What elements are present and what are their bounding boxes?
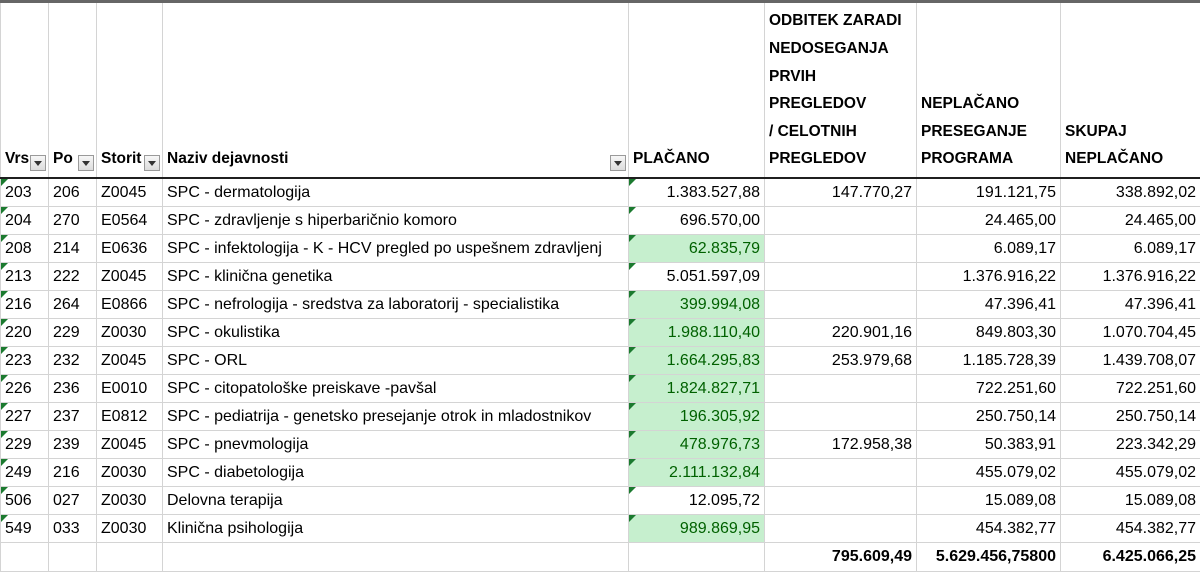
cell-skupaj[interactable]: 24.465,00 [1061,207,1200,235]
cell-po[interactable]: 214 [49,235,97,263]
cell-placano[interactable]: 478.976,73 [629,431,765,459]
cell-preseganje[interactable]: 191.121,75 [917,178,1061,207]
cell-storitev[interactable]: Z0030 [97,515,163,543]
cell-vrsta[interactable]: 220 [1,319,49,347]
table-row [1,263,1200,291]
cell-naziv[interactable]: Klinična psihologija [163,515,629,543]
col-label-po: Po [53,150,73,167]
table-row [1,403,1200,431]
cell-vrsta[interactable]: 249 [1,459,49,487]
cell-vrsta[interactable]: 227 [1,403,49,431]
cell-vrsta[interactable]: 216 [1,291,49,319]
cell-storitev[interactable]: Z0045 [97,431,163,459]
cell-storitev[interactable]: Z0045 [97,178,163,207]
cell-po[interactable]: 033 [49,515,97,543]
col-label-odbitek-line: / CELOTNIH [769,118,912,146]
filter-dropdown-icon[interactable] [610,155,626,171]
col-label-skupaj-line: NEPLAČANO [1065,145,1196,173]
cell-preseganje[interactable]: 250.750,14 [917,403,1061,431]
filter-dropdown-icon[interactable] [144,155,160,171]
cell-odbitek[interactable] [765,263,917,291]
total-cell-placano[interactable] [629,543,765,572]
col-label-skupaj-line: SKUPAJ [1065,118,1196,146]
cell-preseganje[interactable]: 455.079,02 [917,459,1061,487]
cell-skupaj[interactable]: 338.892,02 [1061,178,1200,207]
table-row [1,375,1200,403]
cell-naziv[interactable]: Delovna terapija [163,487,629,515]
total-cell-vrsta[interactable] [1,543,49,572]
col-header-skupaj [1061,1,1200,179]
cell-naziv[interactable]: SPC - dermatologija [163,178,629,207]
total-cell-storitev[interactable] [97,543,163,572]
cell-placano[interactable]: 5.051.597,09 [629,263,765,291]
col-header-naziv [163,1,629,179]
cell-skupaj[interactable]: 1.070.704,45 [1061,319,1200,347]
col-label-odbitek-line: PRVIH PREGLEDOV [769,63,912,118]
table-row [1,207,1200,235]
cell-skupaj[interactable]: 1.439.708,07 [1061,347,1200,375]
cell-odbitek[interactable] [765,291,917,319]
cell-placano[interactable]: 12.095,72 [629,487,765,515]
cell-preseganje[interactable]: 1.185.728,39 [917,347,1061,375]
header-row [1,1,1200,179]
cell-vrsta[interactable]: 223 [1,347,49,375]
total-cell-naziv[interactable] [163,543,629,572]
cell-storitev[interactable]: E0812 [97,403,163,431]
col-header-vrsta [1,1,49,179]
col-label-odbitek-line: NEDOSEGANJA [769,35,912,63]
table-row [1,515,1200,543]
cell-odbitek[interactable] [765,207,917,235]
col-header-storitev [97,1,163,179]
cell-naziv[interactable]: SPC - zdravljenje s hiperbaričnio komoro [163,207,629,235]
cell-preseganje[interactable]: 24.465,00 [917,207,1061,235]
col-label-placano: PLAČANO [633,150,710,167]
table-row [1,291,1200,319]
cell-vrsta[interactable]: 226 [1,375,49,403]
cell-odbitek[interactable] [765,487,917,515]
table-body [1,178,1200,572]
cell-preseganje[interactable]: 454.382,77 [917,515,1061,543]
cell-storitev[interactable]: E0010 [97,375,163,403]
cell-vrsta[interactable]: 549 [1,515,49,543]
cell-skupaj[interactable]: 15.089,08 [1061,487,1200,515]
cell-placano[interactable]: 2.111.132,84 [629,459,765,487]
cell-placano[interactable]: 1.988.110,40 [629,319,765,347]
cell-odbitek[interactable]: 147.770,27 [765,178,917,207]
cell-po[interactable]: 270 [49,207,97,235]
cell-storitev[interactable]: E0564 [97,207,163,235]
cell-placano[interactable]: 1.664.295,83 [629,347,765,375]
cell-preseganje[interactable]: 47.396,41 [917,291,1061,319]
table-row [1,178,1200,207]
col-label-vrsta: Vrs [5,150,29,167]
cell-odbitek[interactable]: 220.901,16 [765,319,917,347]
cell-vrsta[interactable]: 204 [1,207,49,235]
cell-placano[interactable]: 399.994,08 [629,291,765,319]
col-header-placano [629,1,765,179]
cell-placano[interactable]: 1.383.527,88 [629,178,765,207]
col-label-odbitek-line: ODBITEK ZARADI [769,7,912,35]
total-cell-odbitek[interactable]: 795.609,49 [765,543,917,572]
cell-po[interactable]: 264 [49,291,97,319]
cell-naziv[interactable]: SPC - citopatološke preiskave -pavšal [163,375,629,403]
cell-vrsta[interactable]: 203 [1,178,49,207]
cell-odbitek[interactable] [765,375,917,403]
col-label-odbitek-line: PREGLEDOV [769,145,912,173]
cell-skupaj[interactable]: 223.342,29 [1061,431,1200,459]
col-label-preseganje-line: PROGRAMA [921,145,1056,173]
cell-odbitek[interactable]: 253.979,68 [765,347,917,375]
cell-naziv[interactable]: SPC - infektologija - K - HCV pregled po uspešnem zdravljenj [163,235,629,263]
cell-vrsta[interactable]: 506 [1,487,49,515]
cell-skupaj[interactable]: 47.396,41 [1061,291,1200,319]
col-header-odbitek [765,1,917,179]
total-cell-skupaj[interactable]: 6.425.066,25 [1061,543,1200,572]
cell-storitev[interactable]: Z0030 [97,319,163,347]
cell-odbitek[interactable] [765,515,917,543]
cell-placano[interactable]: 62.835,79 [629,235,765,263]
col-header-preseganje [917,1,1061,179]
cell-po[interactable]: 206 [49,178,97,207]
cell-preseganje[interactable]: 15.089,08 [917,487,1061,515]
table-row [1,487,1200,515]
cell-skupaj[interactable]: 454.382,77 [1061,515,1200,543]
totals-row [1,543,1200,572]
cell-preseganje[interactable]: 6.089,17 [917,235,1061,263]
cell-odbitek[interactable] [765,459,917,487]
cell-naziv[interactable]: SPC - diabetologija [163,459,629,487]
cell-naziv[interactable]: SPC - okulistika [163,319,629,347]
cell-odbitek[interactable]: 172.958,38 [765,431,917,459]
cell-storitev[interactable]: Z0045 [97,347,163,375]
cell-po[interactable]: 027 [49,487,97,515]
cell-preseganje[interactable]: 1.376.916,22 [917,263,1061,291]
cell-po[interactable]: 239 [49,431,97,459]
col-label-preseganje-line: PRESEGANJE [921,118,1056,146]
cell-preseganje[interactable]: 849.803,30 [917,319,1061,347]
cell-odbitek[interactable] [765,235,917,263]
cell-naziv[interactable]: SPC - pnevmologija [163,431,629,459]
cell-placano[interactable]: 196.305,92 [629,403,765,431]
cell-naziv[interactable]: SPC - klinična genetika [163,263,629,291]
cell-skupaj[interactable]: 250.750,14 [1061,403,1200,431]
cell-storitev[interactable]: Z0030 [97,487,163,515]
filter-dropdown-icon[interactable] [78,155,94,171]
table-row [1,235,1200,263]
cell-po[interactable]: 237 [49,403,97,431]
cell-skupaj[interactable]: 6.089,17 [1061,235,1200,263]
col-label-naziv: Naziv dejavnosti [167,150,288,167]
cell-storitev[interactable]: Z0030 [97,459,163,487]
cell-po[interactable]: 236 [49,375,97,403]
cell-naziv[interactable]: SPC - pediatrija - genetsko presejanje otrok in mladostnikov [163,403,629,431]
cell-preseganje[interactable]: 50.383,91 [917,431,1061,459]
cell-odbitek[interactable] [765,403,917,431]
cell-storitev[interactable]: E0636 [97,235,163,263]
cell-po[interactable]: 232 [49,347,97,375]
cell-skupaj[interactable]: 722.251,60 [1061,375,1200,403]
filter-dropdown-icon[interactable] [30,155,46,171]
cell-po[interactable]: 229 [49,319,97,347]
cell-skupaj[interactable]: 1.376.916,22 [1061,263,1200,291]
total-cell-po[interactable] [49,543,97,572]
cell-vrsta[interactable]: 213 [1,263,49,291]
table-row [1,459,1200,487]
cell-skupaj[interactable]: 455.079,02 [1061,459,1200,487]
cell-placano[interactable]: 989.869,95 [629,515,765,543]
cell-storitev[interactable]: E0866 [97,291,163,319]
table-row [1,347,1200,375]
cell-po[interactable]: 222 [49,263,97,291]
cell-po[interactable]: 216 [49,459,97,487]
col-header-po [49,1,97,179]
cell-vrsta[interactable]: 208 [1,235,49,263]
cell-storitev[interactable]: Z0045 [97,263,163,291]
col-label-storitev: Storit [101,150,141,167]
col-label-preseganje-line: NEPLAČANO [921,90,1056,118]
table-row [1,319,1200,347]
cell-naziv[interactable]: SPC - nefrologija - sredstva za laboratorij - specialistika [163,291,629,319]
cell-placano[interactable]: 1.824.827,71 [629,375,765,403]
cell-naziv[interactable]: SPC - ORL [163,347,629,375]
cell-placano[interactable]: 696.570,00 [629,207,765,235]
cell-preseganje[interactable]: 722.251,60 [917,375,1061,403]
table-row [1,431,1200,459]
total-cell-preseganje[interactable]: 5.629.456,75800 [917,543,1061,572]
cell-vrsta[interactable]: 229 [1,431,49,459]
